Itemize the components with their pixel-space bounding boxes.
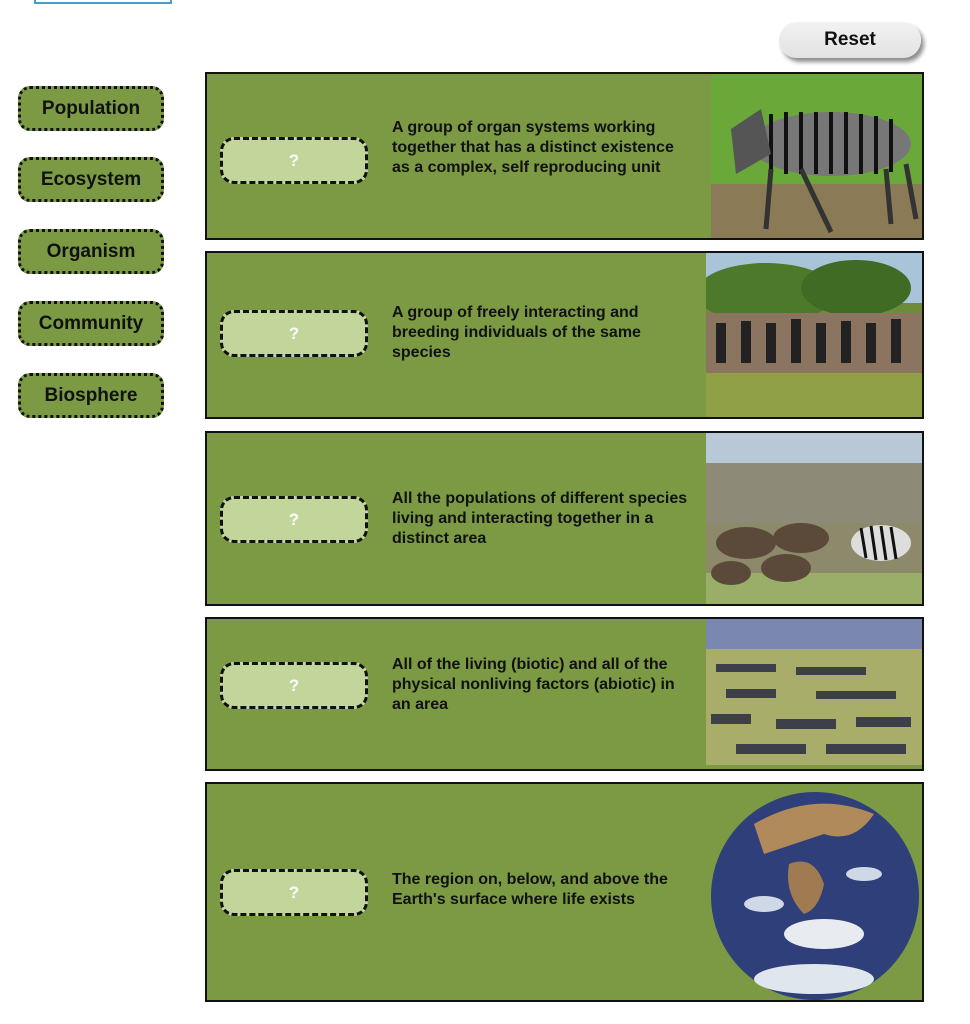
match-row-organism <box>205 72 924 240</box>
row-description: A group of freely interacting and breeding individuals of the same species <box>392 304 641 361</box>
label-community[interactable]: Community <box>18 301 164 346</box>
label-population[interactable]: Population <box>18 86 164 131</box>
savanna-plain-photo <box>706 619 922 765</box>
match-row-population <box>205 251 924 419</box>
label-biosphere[interactable]: Biosphere <box>18 373 164 418</box>
reset-button[interactable]: Reset <box>779 22 921 58</box>
match-row-community <box>205 431 924 606</box>
zebra-herd-photo <box>706 253 922 417</box>
match-row-biosphere <box>205 782 924 1002</box>
drop-zone[interactable]: ? <box>220 137 368 184</box>
row-description: All the populations of different species living and interacting together in a distinct area <box>392 490 688 547</box>
row-description: All of the living (biotic) and all of the physical nonliving factors (abiotic) in an area <box>392 656 675 713</box>
label-ecosystem[interactable]: Ecosystem <box>18 157 164 202</box>
row-description: A group of organ systems working together that has a distinct existence as a complex, self reproducing unit <box>392 119 674 176</box>
zebra-photo <box>711 74 922 238</box>
label-organism[interactable]: Organism <box>18 229 164 274</box>
wildebeest-zebra-photo <box>706 433 922 604</box>
earth-globe-photo <box>704 784 922 1000</box>
drop-zone[interactable]: ? <box>220 310 368 357</box>
row-description: The region on, below, and above the Earth's surface where life exists <box>392 871 668 908</box>
drop-zone[interactable]: ? <box>220 662 368 709</box>
top-frame <box>34 0 172 4</box>
drop-zone[interactable]: ? <box>220 496 368 543</box>
drop-zone[interactable]: ? <box>220 869 368 916</box>
match-row-ecosystem <box>205 617 924 771</box>
